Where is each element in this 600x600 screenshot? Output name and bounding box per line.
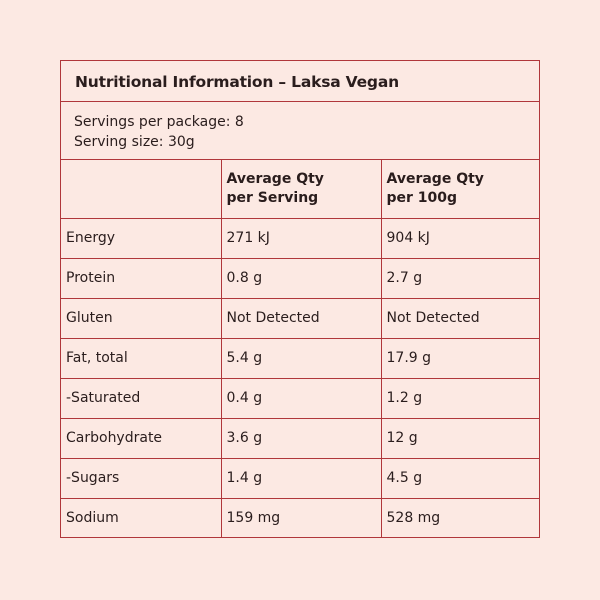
table-row xyxy=(61,458,539,498)
nutrient-label: Carbohydrate xyxy=(61,418,221,458)
header-per-serving-line1: Average Qty xyxy=(226,170,324,187)
nutrient-label: Sodium xyxy=(61,498,221,538)
nutrient-label: Gluten xyxy=(61,298,221,338)
nutrient-label: Fat, total xyxy=(61,338,221,378)
table-row xyxy=(61,298,539,338)
per-serving-value: 5.4 g xyxy=(221,338,381,378)
per-100g-value: 2.7 g xyxy=(381,258,539,298)
per-serving-value: 1.4 g xyxy=(221,458,381,498)
servings-info xyxy=(61,102,539,160)
per-100g-value: 1.2 g xyxy=(381,378,539,418)
title-row xyxy=(61,61,539,102)
table-header-row xyxy=(61,160,539,218)
table-row xyxy=(61,338,539,378)
table-row xyxy=(61,418,539,458)
nutrient-label: Energy xyxy=(61,218,221,258)
per-100g-value: 17.9 g xyxy=(381,338,539,378)
nutrient-label: Protein xyxy=(61,258,221,298)
panel-title: Nutritional Information – Laksa Vegan xyxy=(75,73,399,91)
per-serving-value: 3.6 g xyxy=(221,418,381,458)
header-per-100g-line1: Average Qty xyxy=(386,170,484,187)
table-row xyxy=(61,258,539,298)
header-per-serving-line2: per Serving xyxy=(226,189,319,206)
table-row xyxy=(61,218,539,258)
header-per-100g-line2: per 100g xyxy=(386,189,458,206)
per-100g-value: 528 mg xyxy=(386,510,441,527)
per-100g-value: 12 g xyxy=(381,418,539,458)
per-serving-value: 159 mg xyxy=(221,498,381,538)
serving-size: Serving size: 30g xyxy=(74,134,195,150)
per-serving-value: Not Detected xyxy=(221,298,381,338)
table-row xyxy=(61,378,539,418)
nutrient-label: -Saturated xyxy=(61,378,221,418)
per-serving-value: 0.8 g xyxy=(221,258,381,298)
per-100g-value: 904 kJ xyxy=(381,218,539,258)
header-nutrient xyxy=(61,160,221,218)
header-per-serving xyxy=(221,160,381,218)
per-serving-value: 271 kJ xyxy=(221,218,381,258)
servings-per-package: Servings per package: 8 xyxy=(74,114,244,130)
per-100g-value: 4.5 g xyxy=(381,458,539,498)
nutrition-panel xyxy=(60,60,540,538)
per-serving-value: 0.4 g xyxy=(221,378,381,418)
header-per-100g xyxy=(381,160,539,218)
per-100g-value: Not Detected xyxy=(381,298,539,338)
nutrition-table xyxy=(61,160,539,538)
table-row xyxy=(61,498,539,538)
nutrient-label: -Sugars xyxy=(61,458,221,498)
